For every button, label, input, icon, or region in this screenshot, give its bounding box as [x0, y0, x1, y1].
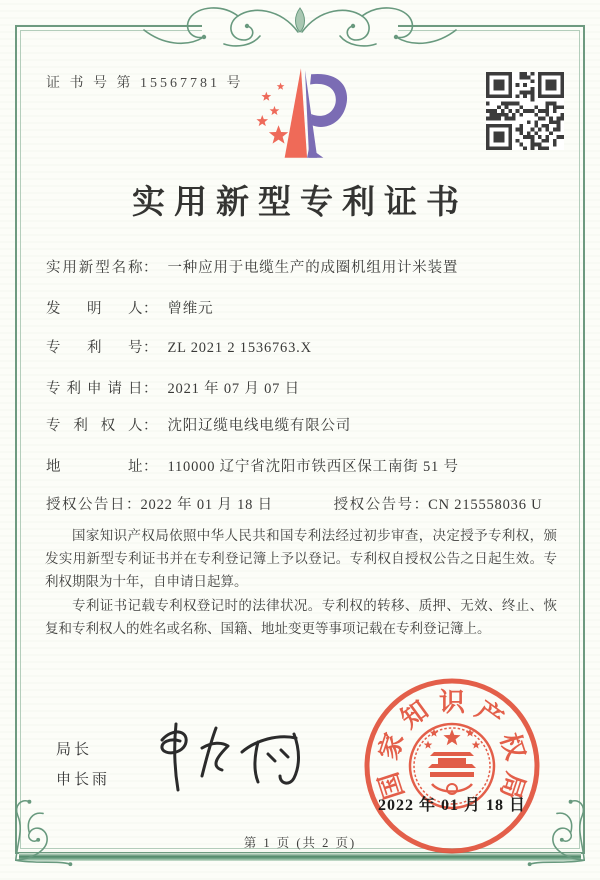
qr-code [486, 72, 564, 150]
seal-char: 局 [494, 768, 531, 803]
seal-char: 家 [373, 729, 410, 764]
field-row-patentee [46, 414, 558, 435]
seal-ring-text [374, 688, 531, 802]
grant-number-value: CN 215558036 U [428, 497, 543, 513]
field-colon: ： [143, 418, 158, 434]
field-value: 一种应用于电缆生产的成圈机组用计米装置 [167, 260, 459, 276]
field-colon: ： [413, 497, 429, 513]
field-value: 沈阳辽缆电线电缆有限公司 [167, 418, 352, 434]
seal-char: 知 [395, 695, 434, 735]
field-colon: ： [126, 497, 141, 513]
field-value: 110000 辽宁省沈阳市铁西区保工南街 51 号 [167, 459, 459, 475]
field-label: 发明人 [46, 301, 143, 317]
field-label: 实用新型名称 [46, 260, 143, 276]
seal-char: 产 [470, 695, 509, 735]
field-colon: ： [143, 381, 158, 397]
field-colon: ： [143, 459, 158, 475]
legal-text [45, 524, 557, 640]
field-colon: ： [143, 260, 158, 276]
corner-flourish-icon [6, 792, 84, 870]
seal-char: 权 [494, 729, 531, 764]
field-label: 专利申请日 [46, 381, 143, 397]
official-seal-icon [358, 672, 546, 860]
field-colon: ： [143, 340, 158, 356]
top-flourish-icon [140, 2, 460, 50]
field-row-address [46, 455, 558, 476]
grant-date-label: 授权公告日 [46, 497, 126, 513]
grant-number-group [330, 497, 542, 513]
field-colon: ： [143, 301, 158, 317]
signer-title: 局长 [56, 741, 93, 758]
field-row-grant [46, 493, 558, 514]
field-label: 专利权人 [46, 418, 143, 434]
field-label: 地址 [46, 459, 143, 475]
grant-number-label: 授权公告号 [333, 497, 414, 513]
field-row-name [46, 256, 558, 277]
field-value: 2021 年 07 月 07 日 [167, 381, 300, 397]
certificate-number: 证 书 号 第 15567781 号 [46, 76, 244, 91]
field-label: 专利号 [46, 340, 143, 356]
seal-char: 国 [373, 768, 410, 803]
cnipa-logo-icon [248, 62, 360, 164]
field-row-patent-number [46, 336, 558, 357]
grant-date-value: 2022 年 01 月 18 日 [140, 497, 273, 513]
director-signature-icon [138, 714, 328, 799]
page-number: 第 1 页 (共 2 页) [243, 836, 357, 850]
seal-date: 2022 年 01 月 18 日 [378, 797, 527, 814]
field-row-filing-date [46, 377, 558, 398]
legal-paragraph: 国家知识产权局依照中华人民共和国专利法经过初步审查，决定授予专利权，颁发实用新型专利证书并在专利登记簿上予以登记。专利权自授权公告之日起生效。专利权期限为十年，自申请日起算。 [45, 528, 557, 590]
grant-date-group [46, 493, 330, 514]
page-title: 实用新型专利证书 [132, 185, 468, 221]
field-value: ZL 2021 2 1536763.X [167, 340, 312, 356]
field-value: 曾维元 [167, 301, 214, 317]
legal-paragraph: 专利证书记载专利权登记时的法律状况。专利权的转移、质押、无效、终止、恢复和专利权人的姓名或名称、国籍、地址变更等事项记载在专利登记簿上。 [45, 597, 557, 636]
field-row-inventor [46, 297, 558, 318]
signer-name: 申长雨 [56, 771, 111, 788]
seal-char: 识 [438, 688, 466, 717]
